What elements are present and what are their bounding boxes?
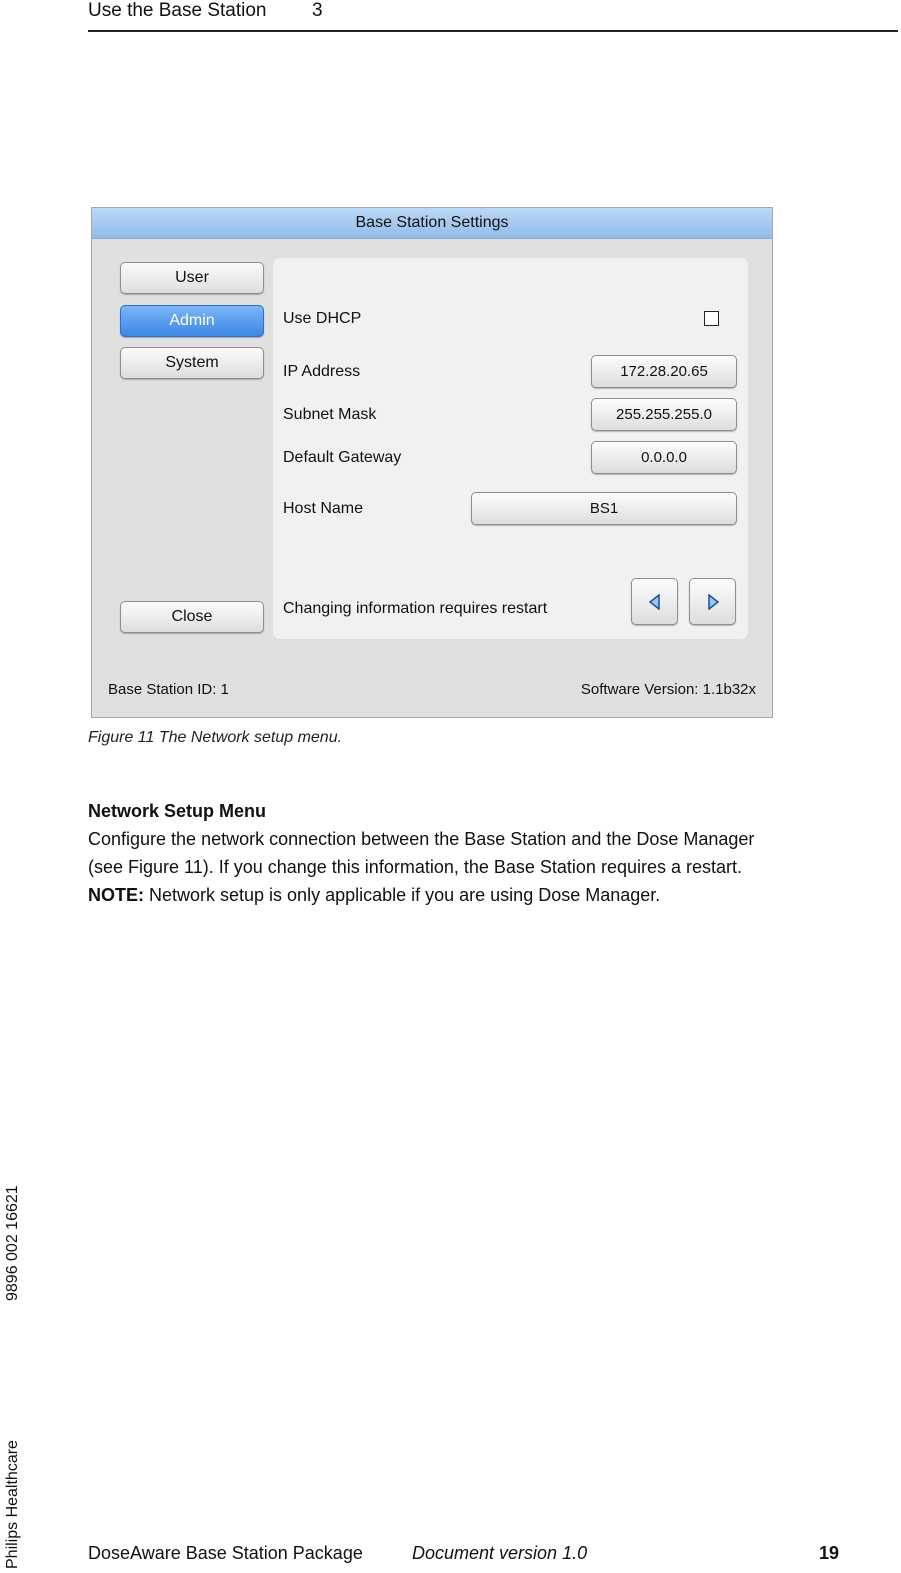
admin-button[interactable]: Admin	[120, 305, 264, 337]
paragraph-line-1: Configure the network connection between the Base Station and the Dose Manager	[88, 829, 755, 849]
note-line	[88, 881, 878, 909]
host-name-field[interactable]: BS1	[471, 492, 737, 525]
default-gateway-label: Default Gateway	[283, 449, 402, 466]
subnet-mask-label: Subnet Mask	[283, 406, 377, 423]
window-title-bar	[92, 208, 772, 239]
window-title: Base Station Settings	[355, 214, 509, 231]
use-dhcp-label: Use DHCP	[283, 310, 362, 327]
section-heading: Network Setup Menu	[88, 801, 267, 821]
ip-address-field[interactable]: 172.28.20.65	[591, 355, 737, 388]
restart-notice: Changing information requires restart	[283, 600, 548, 617]
note-text: Network setup is only applicable if you are using Dose Manager.	[144, 885, 661, 905]
ip-address-label: IP Address	[283, 363, 361, 380]
network-settings-panel	[273, 258, 748, 639]
default-gateway-field[interactable]: 0.0.0.0	[591, 441, 737, 474]
header-title: Use the Base Station	[88, 0, 267, 21]
footer-package: DoseAware Base Station Package	[88, 1543, 363, 1563]
footer-version: Document version 1.0	[412, 1543, 588, 1563]
page-header	[88, 0, 898, 32]
next-page-button[interactable]	[689, 578, 736, 625]
note-label: NOTE:	[88, 885, 144, 905]
right-arrow-icon	[705, 594, 721, 610]
base-station-id: Base Station ID: 1	[108, 681, 229, 698]
page-number: 19	[819, 1543, 840, 1563]
host-name-label: Host Name	[283, 500, 364, 517]
software-version: Software Version: 1.1b32x	[580, 681, 756, 698]
left-arrow-icon	[647, 594, 663, 610]
previous-page-button[interactable]	[631, 578, 678, 625]
header-chapter-number: 3	[312, 0, 323, 21]
base-station-settings-window	[91, 207, 773, 718]
paragraph-line-2: (see Figure 11). If you change this information, the Base Station requires a restart.	[88, 857, 743, 877]
system-button[interactable]: System	[120, 347, 264, 379]
subnet-mask-field[interactable]: 255.255.255.0	[591, 398, 737, 431]
close-button[interactable]: Close	[120, 601, 264, 633]
figure-caption: Figure 11 The Network setup menu.	[88, 729, 343, 746]
use-dhcp-checkbox[interactable]	[704, 311, 719, 326]
side-doc-number: 9896 002 16621	[4, 1185, 21, 1301]
side-company: Philips Healthcare	[4, 1440, 21, 1569]
user-button[interactable]: User	[120, 262, 264, 294]
